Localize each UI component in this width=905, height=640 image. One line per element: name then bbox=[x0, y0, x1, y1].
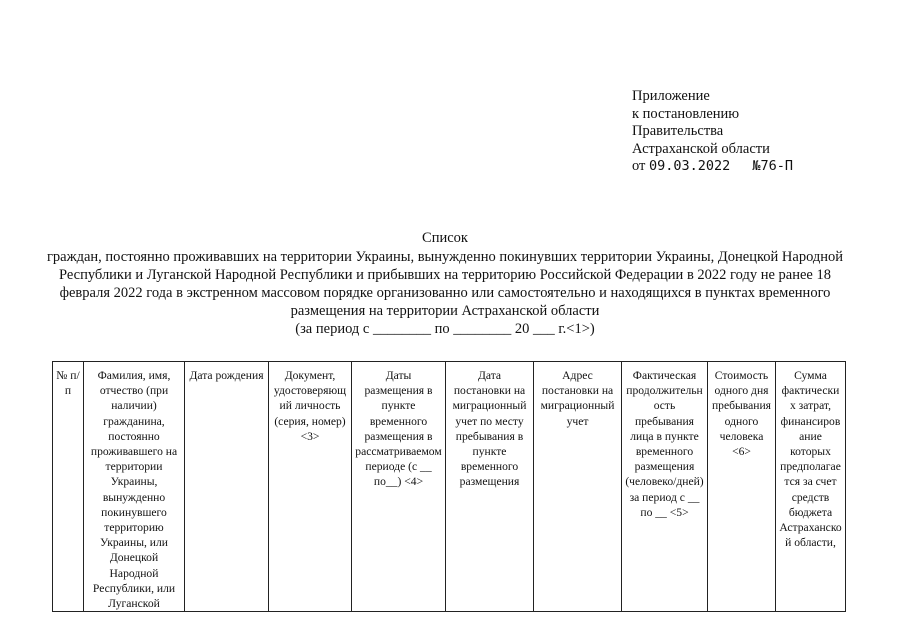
column-header: Фактическая продолжительность пребывания лица в пункте временного размещения (человеко/дней) за период с __ по __ <5> bbox=[622, 362, 708, 612]
document-title: Список bbox=[422, 230, 468, 246]
citizens-table bbox=[52, 361, 846, 612]
annex-line-1: Приложение bbox=[632, 88, 710, 104]
document-subject: граждан, постоянно проживавших на территории Украины, вынужденно покинувших территории Украины, Донецкой Народной Республики и Луганской Народной Республики и прибывших на территорию Российской Федерации в 2022 году не ранее 18 февраля 2022 года в экстренном массовом порядке организованно или самостоятельно и находящихся в пунктах временного размещения на территории Астраханской области bbox=[46, 249, 844, 319]
annex-date-prefix: от bbox=[632, 158, 646, 174]
column-header: Сумма фактических затрат, финансирование которых предполагается за счет средств бюджета Астраханской области, bbox=[776, 362, 846, 612]
annex-number: №76-П bbox=[752, 158, 793, 174]
annex-date: 09.03.2022 bbox=[649, 158, 731, 174]
annex-line-4: Астраханской области bbox=[632, 140, 770, 157]
annex-block bbox=[632, 88, 793, 176]
column-header: № п/п bbox=[53, 362, 84, 612]
column-header: Стоимость одного дня пребывания одного человека <6> bbox=[708, 362, 776, 612]
column-header: Дата рождения bbox=[185, 362, 269, 612]
column-header: Документ, удостоверяющий личность (серия, номер) <3> bbox=[269, 362, 352, 612]
column-header: Адрес постановки на миграционный учет bbox=[534, 362, 622, 612]
table-header-row bbox=[53, 362, 846, 612]
annex-line-3: Правительства bbox=[632, 123, 724, 139]
annex-date-line bbox=[632, 158, 793, 176]
column-header: Фамилия, имя, отчество (при наличии) гражданина, постоянно проживавшего на территории Украины, вынужденно покинувшего территорию Украины, или Донецкой Народной Республики, или Луганской bbox=[84, 362, 185, 612]
column-header: Даты размещения в пункте временного размещения в рассматриваемом периоде (с __ по__) <4> bbox=[352, 362, 446, 612]
annex-line-2: к постановлению bbox=[632, 105, 740, 122]
column-header: Дата постановки на миграционный учет по месту пребывания в пункте временного размещения bbox=[446, 362, 534, 612]
reporting-period: (за период с ________ по ________ 20 ___ г.<1>) bbox=[295, 321, 595, 337]
document-heading bbox=[40, 229, 850, 338]
